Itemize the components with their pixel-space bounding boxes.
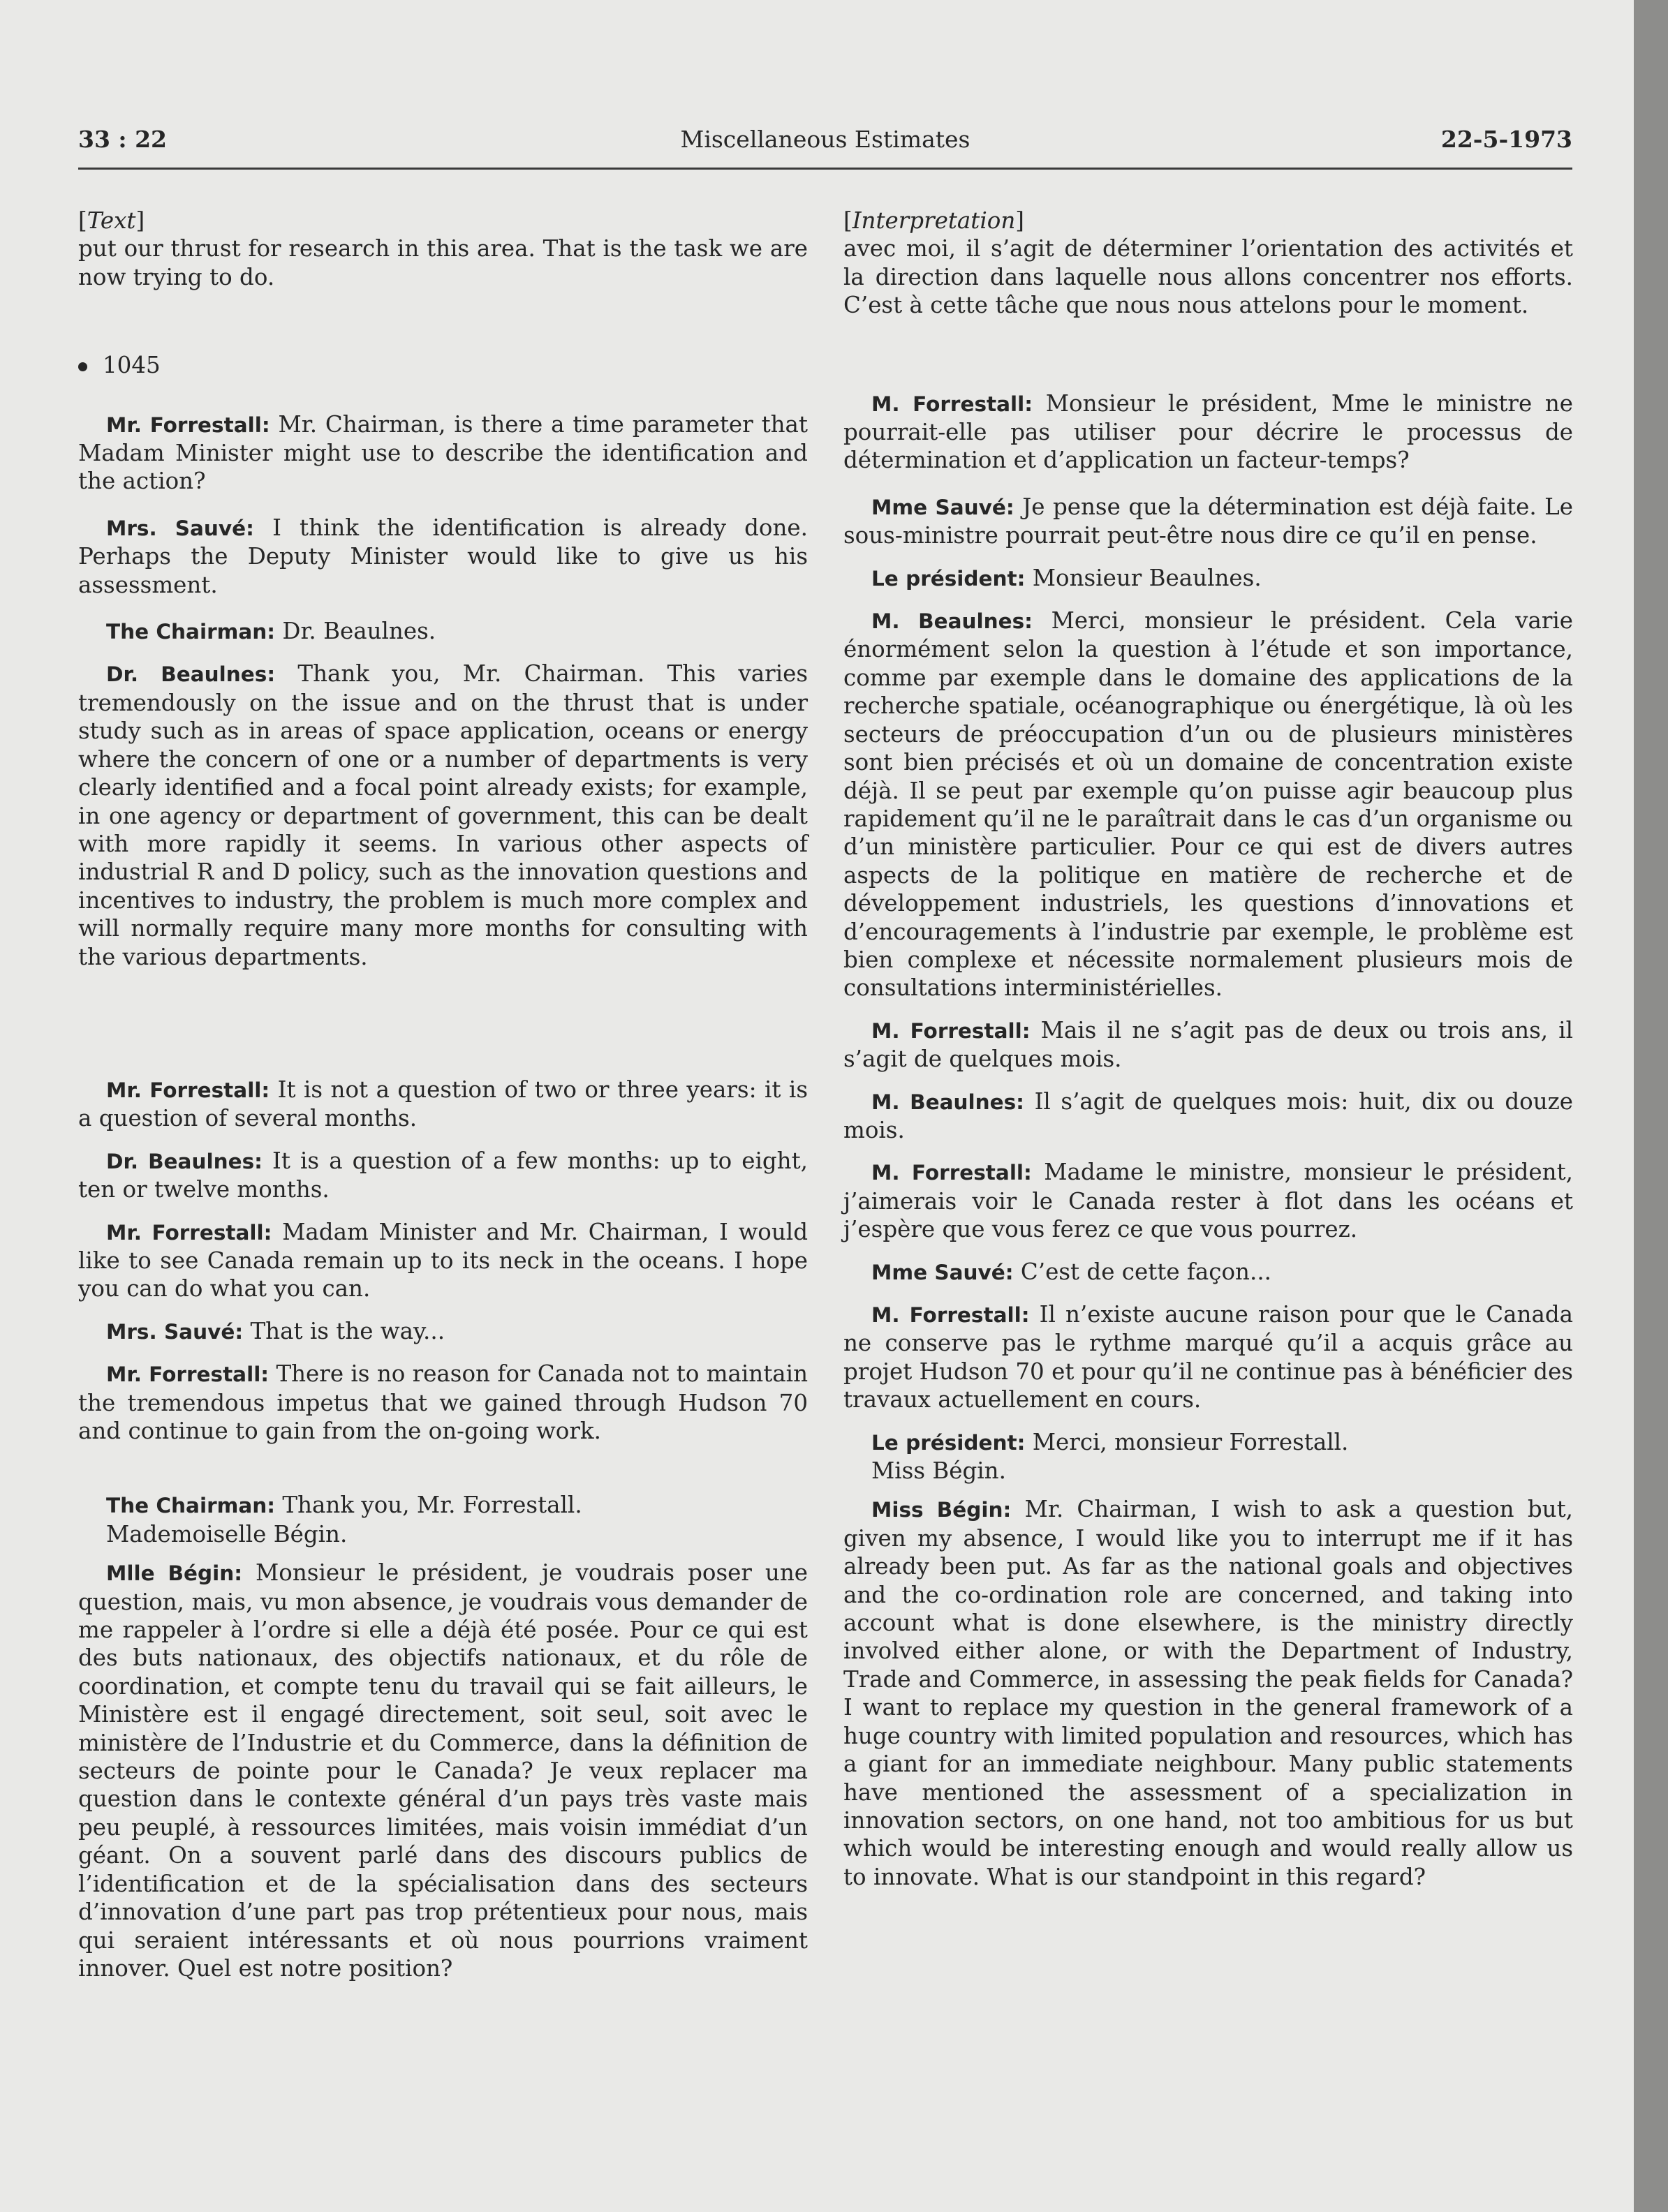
left-paragraph: Mr. Forrestall: It is not a question of two or three years: it is a question of several months. — [78, 1076, 808, 1132]
right-paragraph: Miss Bégin. — [871, 1457, 1006, 1485]
left-intro: put our thrust for research in this area. That is the task we are now trying to do. — [78, 235, 808, 290]
page-title: Miscellaneous Estimates — [680, 126, 970, 153]
right-intro: avec moi, il s’agit de déterminer l’orientation des activités et la direction dans laquelle nous allons concentrer nos efforts. C’est à cette tâche que nous nous attelons pour le moment. — [843, 235, 1573, 319]
time-marker: 1045 — [78, 351, 808, 379]
page-header — [78, 126, 1572, 161]
right-column-tag: [Interpretation] — [843, 207, 1024, 234]
right-paragraph: M. Forrestall: Mais il ne s’agit pas de deux ou trois ans, il s’agit de quelques mois. — [843, 1016, 1574, 1073]
right-paragraph: M. Forrestall: Monsieur le président, Mme le ministre ne pourrait-elle pas utiliser pour décrire le processus de détermination et d’application un facteur-temps? — [843, 389, 1574, 474]
left-paragraph: Mr. Forrestall: Mr. Chairman, is there a time parameter that Madam Minister might use to describe the identification and the action? — [78, 410, 808, 495]
right-paragraph: Miss Bégin: Mr. Chairman, I wish to ask a question but, given my absence, I would like you to interrupt me if it has already been put. As far as the national goals and objectives and the co-ordination role are concerned, and taking into account what is done elsewhere, is the ministry directly involved either alone, or with the Department of Industry, Trade and Commerce, in assessing the peak fields for Canada? I want to replace my question in the general framework of a huge country with limited population and resources, which has a giant for an immediate neighbour. Many public statements have mentioned the assessment of a specialization in innovation sectors, on one hand, not too ambitious for us but which would be interesting enough and would really allow us to innovate. What is our standpoint in this regard? — [843, 1496, 1573, 1890]
left-paragraph: Mr. Forrestall: There is no reason for Canada not to maintain the tremendous impetus that we gained through Hudson 70 and continue to gain from the on-going work. — [78, 1360, 809, 1444]
right-paragraph: M. Beaulnes: Il s’agit de quelques mois: huit, dix ou douze mois. — [843, 1088, 1573, 1143]
header-rule — [78, 168, 1572, 170]
right-column — [843, 207, 1573, 1891]
right-paragraph: M. Beaulnes: Merci, monsieur le président. Cela varie énormément selon la question à l’étude et son importance, comme par exemple dans le domaine des applications de la recherche spatiale, océanographique ou énergétique, là où les secteurs de préoccupation d’un ou de plusieurs ministères sont bien précisés et où un domaine de concentration existe déjà. Il se peut par exemple qu’on puisse agir beaucoup plus rapidement qu’il ne le paraîtrait dans le cas d’un organisme ou d’un ministère particulier. Pour ce qui est de divers autres aspects de la politique en matière de recherche et de développement industriels, les questions d’innovations et d’encouragements à l’industrie par exemple, le problème est bien complexe et nécessite normalement plusieurs mois de consultations interministérielles. — [843, 607, 1573, 1002]
left-paragraph: Dr. Beaulnes: Thank you, Mr. Chairman. This varies tremendously on the issue and on the thrust that is under study such as in areas of space application, oceans or energy where the concern of one or a number of departments is very clearly identified and a focal point already exists; for example, in one agency or department of government, this can be dealt with more rapidly it seems. In various other aspects of industrial R and D policy, such as the innovation questions and incentives to industry, the problem is much more complex and will normally require many more months for consulting with the various departments. — [78, 660, 808, 970]
right-paragraph: Mme Sauvé: C’est de cette façon... — [871, 1258, 1271, 1285]
left-column-tag: [Text] — [78, 207, 145, 234]
page-number: 33 : 22 — [78, 126, 168, 153]
left-paragraph: The Chairman: Thank you, Mr. Forrestall. — [106, 1492, 582, 1519]
right-paragraph: Le président: Monsieur Beaulnes. — [871, 564, 1262, 591]
page-date: 22-5-1973 — [1440, 126, 1572, 153]
right-paragraph: M. Forrestall: Il n’existe aucune raison pour que le Canada ne conserve pas le rythme marqué qu’il a acquis grâce au projet Hudson 70 et pour qu’il ne continue pas à bénéficier des travaux actuellement en cours. — [843, 1301, 1574, 1413]
left-column — [78, 207, 808, 1982]
left-paragraph: The Chairman: Dr. Beaulnes. — [106, 618, 436, 645]
left-paragraph: Mrs. Sauvé: That is the way... — [106, 1317, 445, 1344]
right-paragraph: Le président: Merci, monsieur Forrestall. — [871, 1428, 1349, 1455]
right-paragraph: M. Forrestall: Madame le ministre, monsieur le président, j’aimerais voir le Canada rester à flot dans les océans et j’espère que vous ferez ce que vous pourrez. — [843, 1159, 1573, 1243]
left-paragraph: Mrs. Sauvé: I think the identification is already done. Perhaps the Deputy Minister would like to give us his assessment. — [78, 514, 808, 598]
left-paragraph: Dr. Beaulnes: It is a question of a few months: up to eight, ten or twelve months. — [78, 1147, 808, 1203]
left-paragraph: Mademoiselle Bégin. — [106, 1520, 348, 1547]
left-paragraph: Mlle Bégin: Monsieur le président, je voudrais poser une question, mais, vu mon absence, je voudrais vous demander de me rappeler à l’ordre si elle a déjà été posée. Pour ce qui est des buts nationaux, des objectifs nationaux, et du rôle de coordination, et compte tenu du travail qui se fait ailleurs, le Ministère est il engagé directement, soit seul, soit avec le ministère de l’Industrie et du Commerce, dans la définition de secteurs de pointe pour le Canada? Je veux replacer ma question dans le contexte général d’un pays très vaste mais peu peuplé, à ressources limitées, mais voisin immédiat d’un géant. On a souvent parlé dans des discours publics de l’identification et de la spécialisation dans des secteurs d’innovation d’une part pas trop prétentieux pour nous, mais qui seraient intéressants et où nous pourrions vraiment innover. Quel est notre position? — [78, 1559, 808, 1982]
left-paragraph: Mr. Forrestall: Madam Minister and Mr. Chairman, I would like to see Canada remain up to its neck in the oceans. I hope you can do what you can. — [78, 1218, 809, 1302]
bullet-icon — [78, 362, 87, 371]
right-paragraph: Mme Sauvé: Je pense que la détermination est déjà faite. Le sous-ministre pourrait peut-être nous dire ce qu’il en pense. — [843, 493, 1573, 549]
